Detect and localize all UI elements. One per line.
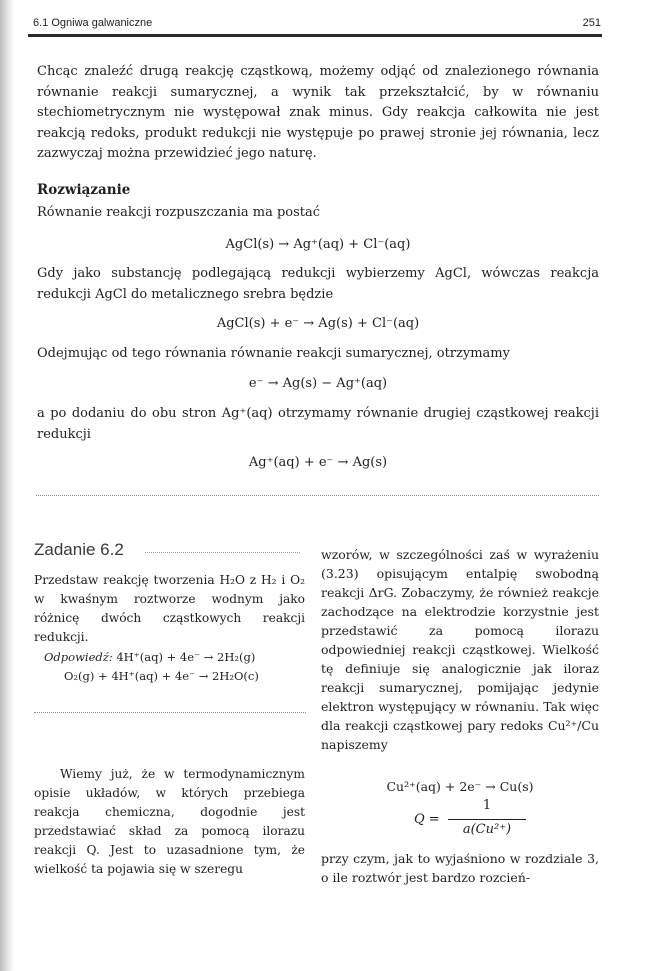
solution-paragraph-3: Odejmując od tego równania równanie reakcji sumarycznej, otrzymamy	[37, 346, 510, 361]
quotient-numerator: 1	[482, 798, 492, 813]
right-column-paragraph: wzorów, w szczególności zaś w wyrażeniu (3.23) opisującym entalpię swobodną reakcji ΔrG. Zobaczymy, że również reakcje zachodzące na elektrodzie korzystnie jest przedstawić za pomocą ilorazu odpowiedniej reakcji cząstkowej. Wielkość tę definiuje się analogicznie jak iloraz reakcji sumarycznej, pomijając jedynie elektron występujący w równaniu. Tak więc dla reakcji cząstkowej pary redoks Cu²⁺/Cu napiszemy	[321, 547, 599, 752]
fraction-bar	[448, 819, 526, 820]
intro-paragraph: Chcąc znaleźć drugą reakcję cząstkową, możemy odjąć od znalezionego równania równanie reakcji sumarycznej, a wynik tak przekształcić, by w równaniu stechiometrycznym nie występował znak minus. Gdy reakcja całkowita nie jest reakcją redoks, produkt redukcji nie występuje po prawej stronie jej równania, lecz zazwyczaj można przewidzieć jego naturę.	[37, 64, 599, 161]
quotient-denominator: a(Cu²⁺)	[462, 822, 512, 837]
task-text: Przedstaw reakcję tworzenia H₂O z H₂ i O₂ w kwaśnym roztworze wodnym jako różnicę dwóch cząstkowych reakcji redukcji.	[34, 573, 305, 644]
task-divider	[34, 712, 306, 713]
equation-1: AgCl(s) → Ag⁺(aq) + Cl⁻(aq)	[225, 237, 411, 252]
quotient-formula	[400, 798, 570, 840]
equation-4: Ag⁺(aq) + e⁻ → Ag(s)	[248, 455, 388, 470]
task-title-dots	[145, 552, 300, 553]
solution-heading: Rozwiązanie	[37, 182, 131, 198]
right-column-closing: przy czym, jak to wyjaśniono w rozdziale 3, o ile roztwór jest bardzo rozcień-	[321, 851, 599, 885]
copper-equation: Cu²⁺(aq) + 2e⁻ → Cu(s)	[386, 779, 534, 794]
solution-line-1: Równanie reakcji rozpuszczania ma postać	[37, 205, 321, 220]
answer-line-2: O₂(g) + 4H⁺(aq) + 4e⁻ → 2H₂O(c)	[64, 669, 259, 683]
answer-line-1: 4H⁺(aq) + 4e⁻ → 2H₂(g)	[116, 650, 256, 664]
answer-label: Odpowiedź:	[44, 650, 113, 664]
task-title: Zadanie 6.2	[34, 540, 124, 559]
left-bottom-paragraph: Wiemy już, że w termodynamicznym opisie układów, w których przebiega reakcja chemiczna, dogodnie jest przedstawiać skład za pomocą ilorazu reakcji Q. Jest to uzasadnione tym, że wielkość ta pojawia się w szeregu	[34, 767, 305, 876]
section-title: 6.1 Ogniwa galwaniczne	[33, 17, 153, 29]
equation-3: e⁻ → Ag(s) − Ag⁺(aq)	[248, 376, 388, 391]
quotient-lhs: Q =	[414, 812, 440, 827]
header-rule	[28, 34, 602, 37]
book-spine-shadow	[0, 0, 14, 971]
solution-paragraph-2: Gdy jako substancję podlegającą redukcji wybierzemy AgCl, wówczas reakcja redukcji AgCl do metalicznego srebra będzie	[37, 266, 599, 302]
solution-paragraph-4: a po dodaniu do obu stron Ag⁺(aq) otrzymamy równanie drugiej cząstkowej reakcji redukcji	[37, 406, 599, 442]
running-header	[33, 14, 601, 32]
task-answer	[44, 648, 306, 667]
section-divider	[36, 495, 599, 496]
equation-2: AgCl(s) + e⁻ → Ag(s) + Cl⁻(aq)	[216, 316, 420, 331]
page-number: 251	[582, 17, 601, 29]
